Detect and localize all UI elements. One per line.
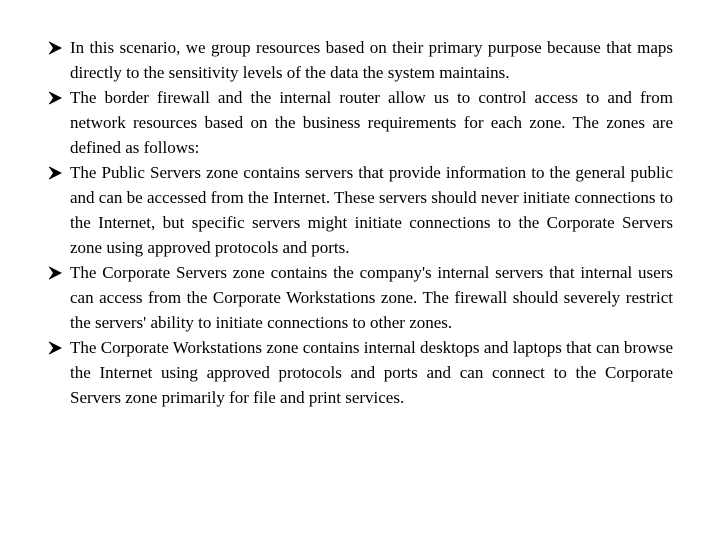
arrowhead-bullet-icon	[48, 260, 64, 285]
bullet-item	[48, 85, 673, 160]
arrowhead-bullet-icon	[48, 85, 64, 110]
bullet-item	[48, 35, 673, 85]
arrowhead-bullet-icon	[48, 335, 64, 360]
bullet-text: The Corporate Workstations zone contains internal desktops and laptops that can browse the Internet using approved protocols and ports and can connect to the Corporate Servers zone primarily for file and print services.	[70, 338, 673, 407]
bullet-item	[48, 160, 673, 260]
bullet-list	[48, 35, 673, 410]
bullet-text: The Corporate Servers zone contains the company's internal servers that internal users can access from the Corporate Workstations zone. The firewall should severely restrict the servers' ability to initiate connections to other zones.	[70, 263, 673, 332]
bullet-item	[48, 260, 673, 335]
arrowhead-bullet-icon	[48, 160, 64, 185]
bullet-item	[48, 335, 673, 410]
bullet-text: In this scenario, we group resources based on their primary purpose because that maps directly to the sensitivity levels of the data the system maintains.	[70, 38, 673, 82]
arrowhead-bullet-icon	[48, 35, 64, 60]
bullet-text: The border firewall and the internal router allow us to control access to and from network resources based on the business requirements for each zone. The zones are defined as follows:	[70, 88, 673, 157]
bullet-text: The Public Servers zone contains servers that provide information to the general public and can be accessed from the Internet. These servers should never initiate connections to the Internet, but specific servers might initiate connections to the Corporate Servers zone using approved protocols and ports.	[70, 163, 673, 257]
